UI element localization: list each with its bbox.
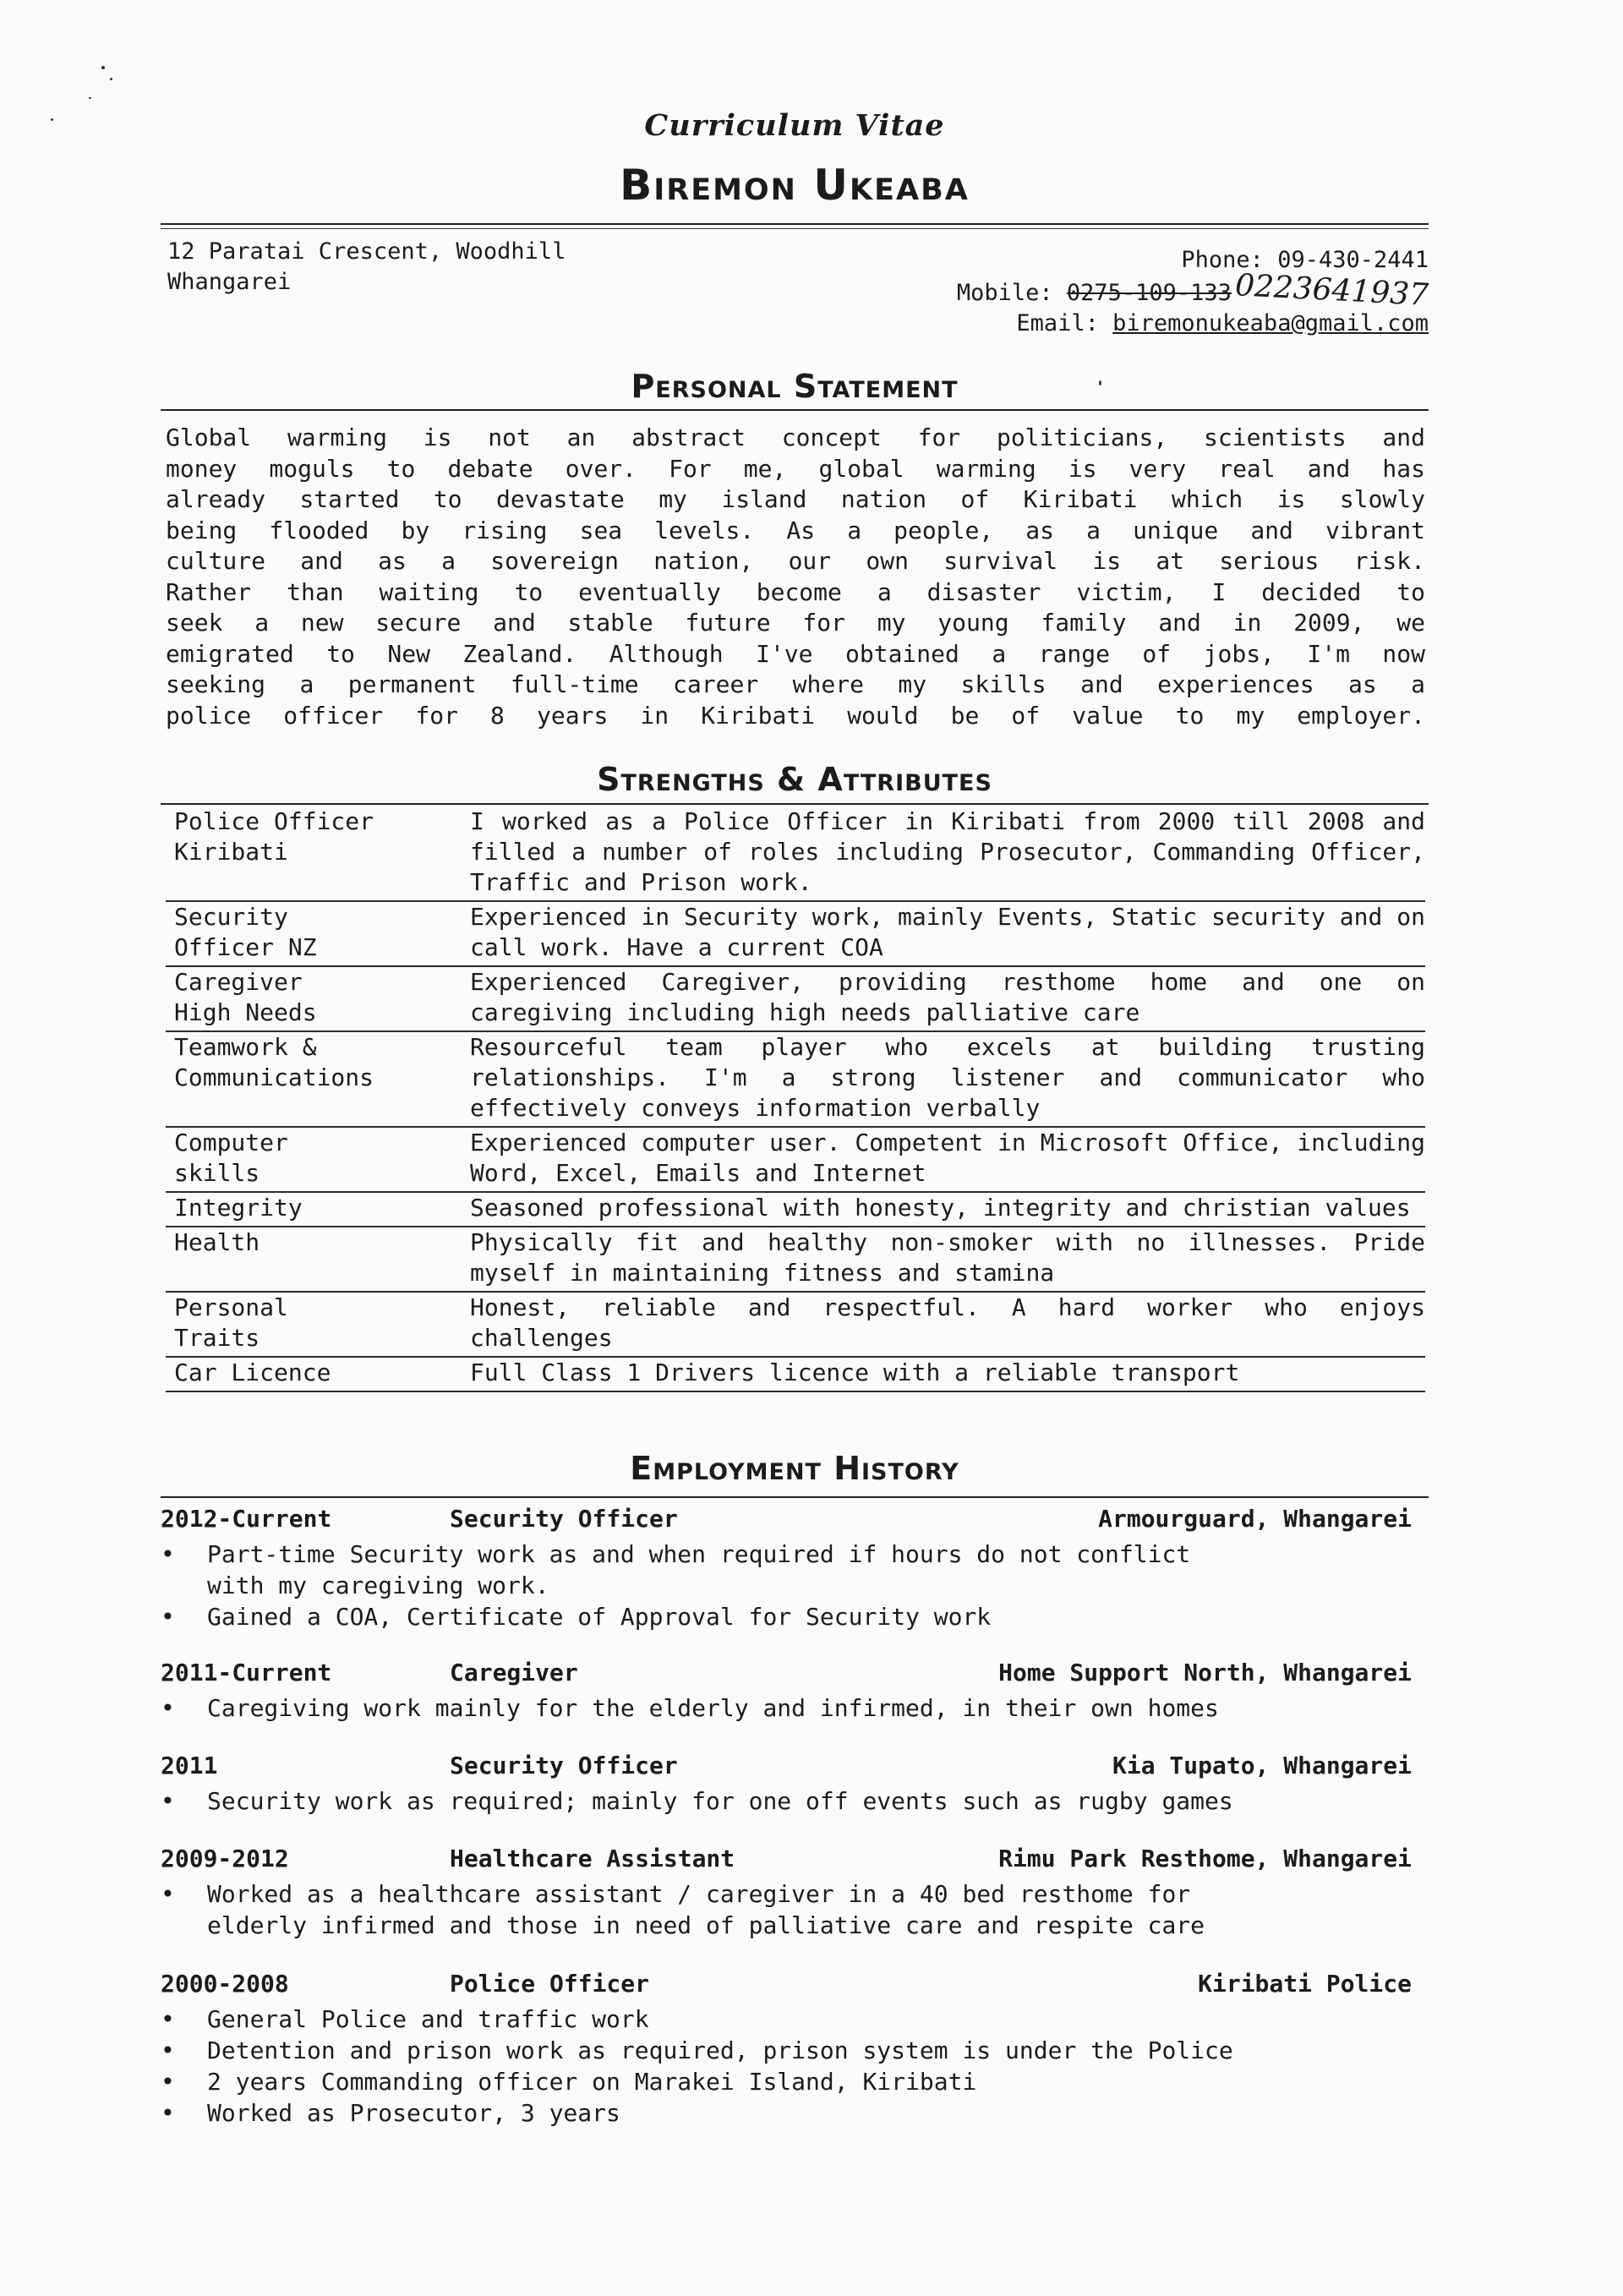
bullet-dot-icon: • (161, 1787, 175, 1815)
strength-label: Security Officer NZ (166, 901, 470, 966)
bullet-dot-icon: • (161, 1540, 175, 1568)
bullet-dot-icon: • (161, 1694, 175, 1722)
strength-row (166, 966, 1425, 1031)
job-role: Caregiver (450, 1659, 578, 1686)
strength-description: Experienced Caregiver, providing resthome home and one on caregiving including high needs palliative care (470, 966, 1425, 1031)
job-bullet-text: Detention and prison work as required, prison system is under the Police (207, 2036, 1233, 2064)
mobile-struck-value: 0275-109-133 (1066, 280, 1232, 306)
employment-heading: Employment History (630, 1450, 959, 1487)
section-rule (161, 803, 1429, 805)
strength-description: Experienced computer user. Competent in Microsoft Office, including Word, Excel, Emails and Internet (470, 1127, 1425, 1192)
section-rule (161, 409, 1429, 411)
strength-description: Resourceful team player who excels at building trusting relationships. I'm a strong listener and communicator who effectively conveys information verbally (470, 1031, 1425, 1127)
phone-label: Phone: (1181, 247, 1264, 273)
job-bullet-text: Worked as Prosecutor, 3 years (207, 2099, 620, 2127)
statement-line: culture and as a sovereign nation, our own survival is at serious risk. (166, 547, 1425, 575)
strength-description: Honest, reliable and respectful. A hard worker who enjoys challenges (470, 1292, 1425, 1357)
section-rule (161, 1496, 1429, 1498)
job-bullet (161, 2066, 1412, 2097)
contact-block (957, 245, 1429, 339)
job-entry (161, 1845, 1412, 1941)
strength-row (166, 1292, 1425, 1357)
bullet-dot-icon: • (161, 1880, 175, 1908)
strength-description: I worked as a Police Officer in Kiribati from 2000 till 2008 and filled a number of roles including Prosecutor, Commanding Officer, Traffic and Prison work. (470, 806, 1425, 901)
job-employer: Kiribati Police (1198, 1970, 1412, 1998)
address-block (167, 237, 566, 298)
strength-label: Health (166, 1227, 470, 1292)
email-label: Email: (1016, 310, 1099, 336)
strength-description: Experienced in Security work, mainly Events, Static security and on call work. Have a current COA (470, 901, 1425, 966)
strengths-table (166, 806, 1425, 1392)
statement-line: money moguls to debate over. For me, global warming is very real and has (166, 454, 1425, 483)
statement-line: already started to devastate my island nation of Kiribati which is slowly (166, 485, 1425, 513)
job-bullet-text: Gained a COA, Certificate of Approval for Security work (207, 1603, 992, 1631)
job-years: 2011-Current (161, 1659, 332, 1686)
cv-title: Curriculum Vitae (644, 108, 945, 143)
job-years: 2011 (161, 1752, 218, 1779)
job-years: 2000-2008 (161, 1970, 289, 1998)
mobile-handwritten-value: 0223641937 (1234, 268, 1429, 313)
bullet-dot-icon: • (161, 2099, 175, 2127)
statement-line: emigrated to New Zealand. Although I've obtained a range of jobs, I'm now (166, 639, 1425, 668)
job-bullet (161, 2004, 1412, 2035)
job-employer: Rimu Park Resthome, Whangarei (998, 1845, 1412, 1872)
job-header (161, 1659, 1412, 1692)
job-bullet-text: Security work as required; mainly for one off events such as rugby games (207, 1787, 1233, 1815)
job-header (161, 1505, 1412, 1539)
strength-description: Seasoned professional with honesty, integrity and christian values (470, 1192, 1425, 1227)
strength-label: Personal Traits (166, 1292, 470, 1357)
header-rule-thin (161, 228, 1429, 229)
email-link[interactable]: biremonukeaba@gmail.com (1112, 310, 1429, 336)
job-employer: Home Support North, Whangarei (998, 1659, 1412, 1686)
strength-row (166, 1031, 1425, 1127)
job-years: 2009-2012 (161, 1845, 289, 1872)
strength-description: Physically fit and healthy non-smoker with no illnesses. Pride myself in maintaining fitness and stamina (470, 1227, 1425, 1292)
strength-row (166, 1357, 1425, 1391)
strength-label: Police Officer Kiribati (166, 806, 470, 901)
job-bullet (161, 1601, 1412, 1632)
job-years: 2012-Current (161, 1505, 332, 1533)
job-role: Security Officer (450, 1505, 678, 1533)
address-line-1: 12 Paratai Crescent, Woodhill (167, 238, 566, 265)
job-employer: Armourguard, Whangarei (1098, 1505, 1412, 1533)
statement-line: Rather than waiting to eventually become a disaster victim, I decided to (166, 577, 1425, 606)
personal-statement-heading: Personal Statement (631, 368, 959, 405)
job-bullet-text: Caregiving work mainly for the elderly and infirmed, in their own homes (207, 1694, 1219, 1722)
strengths-heading: Strengths & Attributes (597, 761, 992, 798)
bullet-dot-icon: • (161, 1603, 175, 1631)
job-header (161, 1970, 1412, 2004)
scan-speck (51, 118, 53, 121)
job-bullet-text: 2 years Commanding officer on Marakei Island, Kiribati (207, 2068, 977, 2096)
strength-label: Car Licence (166, 1357, 470, 1391)
job-bullet-text: General Police and traffic work (207, 2005, 649, 2033)
strength-label: Caregiver High Needs (166, 966, 470, 1031)
job-bullet (161, 2097, 1412, 2129)
statement-line: seeking a permanent full-time career where my skills and experiences as a (166, 670, 1425, 698)
job-bullet (161, 2035, 1412, 2066)
strength-description: Full Class 1 Drivers licence with a reliable transport (470, 1357, 1425, 1391)
statement-line: seek a new secure and stable future for my young family and in 2009, we (166, 609, 1425, 637)
statement-line: being flooded by rising sea levels. As a people, as a unique and vibrant (166, 516, 1425, 544)
job-role: Healthcare Assistant (450, 1845, 735, 1872)
strength-row (166, 901, 1425, 966)
job-header (161, 1752, 1412, 1785)
strength-label: Integrity (166, 1192, 470, 1227)
job-role: Police Officer (450, 1970, 650, 1998)
strength-row (166, 1227, 1425, 1292)
job-bullet (161, 1785, 1412, 1817)
job-entry (161, 1752, 1412, 1817)
strength-label: Computer skills (166, 1127, 470, 1192)
job-bullet (161, 1692, 1412, 1724)
job-entry (161, 1505, 1412, 1632)
bullet-dot-icon: • (161, 2005, 175, 2033)
header-rule (161, 223, 1429, 225)
job-entry (161, 1659, 1412, 1724)
job-header (161, 1845, 1412, 1878)
strength-row (166, 1127, 1425, 1192)
strength-row (166, 806, 1425, 901)
job-bullet-text: Part-time Security work as and when required if hours do not conflict with my caregiving work. (207, 1540, 1191, 1599)
job-bullet (161, 1539, 1412, 1601)
strength-row (166, 1192, 1425, 1227)
mobile-label: Mobile: (956, 280, 1053, 306)
cv-page (161, 0, 1429, 2296)
scan-speck (101, 66, 105, 69)
bullet-dot-icon: • (161, 2068, 175, 2096)
job-entry (161, 1970, 1412, 2129)
scan-speck (89, 97, 91, 99)
scan-speck (110, 78, 112, 80)
job-employer: Kia Tupato, Whangarei (1112, 1752, 1412, 1779)
statement-line: Global warming is not an abstract concept for politicians, scientists and (166, 424, 1425, 451)
phone-value: 09-430-2441 (1277, 247, 1429, 273)
bullet-dot-icon: • (161, 2036, 175, 2064)
personal-statement-text (166, 423, 1425, 731)
job-role: Security Officer (450, 1752, 678, 1779)
job-bullet-text: Worked as a healthcare assistant / caregiver in a 40 bed resthome for elderly infirmed and those in need of palliative care and respite care (207, 1880, 1205, 1939)
job-bullet (161, 1878, 1412, 1941)
strength-label: Teamwork & Communications (166, 1031, 470, 1127)
address-line-2: Whangarei (167, 269, 292, 295)
statement-line: police officer for 8 years in Kiribati would be of value to my employer. (166, 701, 1425, 730)
candidate-name: Biremon Ukeaba (620, 161, 970, 210)
